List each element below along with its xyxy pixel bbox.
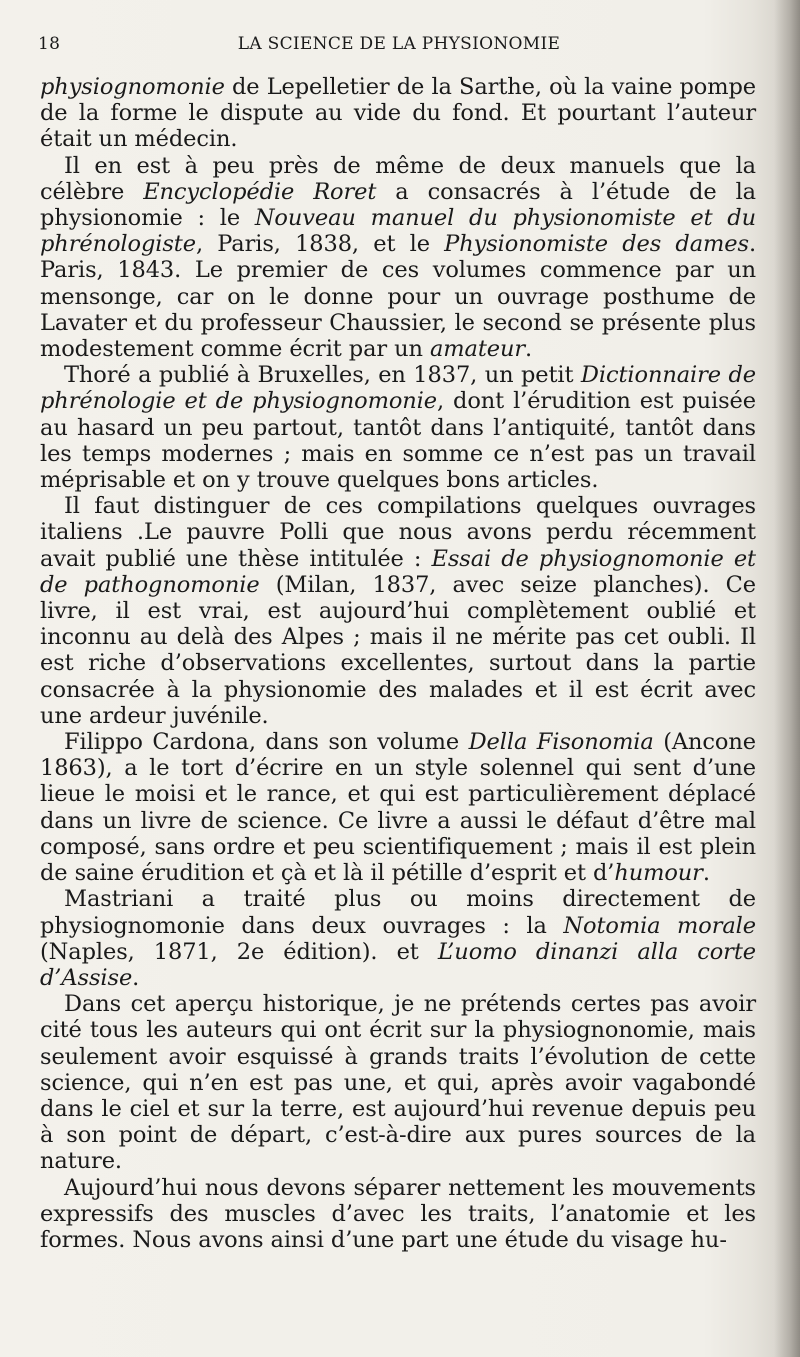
italic-word: amateur: [429, 336, 526, 363]
italic-title: Notomia morale: [563, 912, 756, 939]
paragraph: [40, 74, 756, 153]
text-run: , dont l’érudition est puisée au hasard un peu partout, tantôt dans l’antiquité, tantôt dans les temps modernes ; mais en somme ce n’est pas un travail méprisable et on y trouve quelques bons articles.: [40, 388, 756, 494]
text-run: (Ancone 1863), a le tort d’écrire en un style solennel qui sent d’une lieue le moisi et le rance, et qui est particulièrement déplacé dans un livre de science. Ce livre a aussi le défaut d’être mal composé, sans ordre et peu scientifiquement ; mais il est plein de saine érudition et çà et là il pétille d’esprit et d’: [40, 729, 756, 887]
italic-word: humour: [614, 860, 703, 887]
paragraph: [40, 493, 756, 729]
text-run: de Lepelletier de la Sarthe, où la vaine pompe de la forme le dispute au vide du fond. Et pourtant l’auteur était un médecin.: [40, 74, 756, 153]
paragraph: [40, 729, 756, 886]
text-run: . Paris, 1843. Le premier de ces volumes commence par un mensonge, car on le donne pour un ouvrage posthume de Lavater et du professeur Chaussier, le second se présente plus modestement comme écrit par un: [40, 231, 756, 363]
text-run: Filippo Cardona, dans son volume: [64, 729, 469, 756]
text-run: .: [132, 964, 140, 991]
text-run: a consacrés à l’étude de la physionomie : le: [40, 178, 756, 232]
italic-title: Nouveau manuel du physionomiste et du phrénologiste: [40, 205, 756, 258]
text-run: .: [525, 336, 533, 363]
text-run: (Naples, 1871, 2e édition). et: [40, 938, 438, 965]
page-number: 18: [38, 34, 61, 54]
italic-title: Physionomiste des dames: [444, 231, 749, 258]
page-edge-shadow: [774, 0, 800, 1357]
italic-title: physiognomonie: [40, 74, 225, 100]
running-header: [38, 34, 760, 60]
text-run: , Paris, 1838, et le: [195, 231, 445, 258]
paragraph: [40, 1175, 756, 1254]
italic-title: Della Fisonomia: [468, 729, 654, 756]
text-run: (Milan, 1837, avec seize planches). Ce livre, il est vrai, est aujourd’hui complètement oublié et inconnu au delà des Alpes ; mais il ne mérite pas cet oubli. Il est riche d’observations excellentes, surtout dans la partie consacrée à la physionomie des malades et il est écrit avec une ardeur juvénile.: [40, 571, 756, 729]
italic-title: Dictionnaire de phrénologie et de physiognomonie: [40, 362, 757, 415]
text-run: Mastriani a traité plus ou moins directement de physiognomonie dans deux ouvrages : la: [40, 886, 756, 939]
italic-title: Essai de physiognomonie et de pathognomonie: [40, 545, 756, 598]
text-run: Thoré a publié à Bruxelles, en 1837, un petit: [64, 362, 581, 389]
text-run: Aujourd’hui nous devons séparer nettement les mouvements expressifs des muscles d’avec les traits, l’anatomie et les formes. Nous avons ainsi d’une part une étude du visage hu-: [40, 1174, 756, 1253]
running-title: LA SCIENCE DE LA PHYSIONOMIE: [237, 34, 561, 54]
paragraph: [40, 886, 756, 991]
body-text: [40, 74, 756, 1253]
paragraph: [40, 991, 756, 1174]
text-run: .: [702, 860, 710, 887]
text-run: Il en est à peu près de même de deux manuels que la célèbre: [40, 152, 756, 205]
italic-title: L’uomo dinanzi alla corte d’Assise: [40, 938, 756, 991]
paragraph: [40, 153, 756, 363]
paragraph: [40, 362, 756, 493]
text-run: Dans cet aperçu historique, je ne prétends certes pas avoir cité tous les auteurs qui ont écrit sur la physiognonomie, mais seulement avoir esquissé à grands traits l’évolution de cette science, qui n’en est pas une, et qui, après avoir vagabondé dans le ciel et sur la terre, est aujourd’hui revenue depuis peu à son point de départ, c’est-à-dire aux pures sources de la nature.: [40, 991, 756, 1175]
text-run: Il faut distinguer de ces compilations quelques ouvrages italiens .Le pauvre Polli que nous avons perdu récemment avait publié une thèse intitulée :: [40, 493, 756, 572]
italic-title: Encyclopédie Roret: [143, 178, 377, 205]
